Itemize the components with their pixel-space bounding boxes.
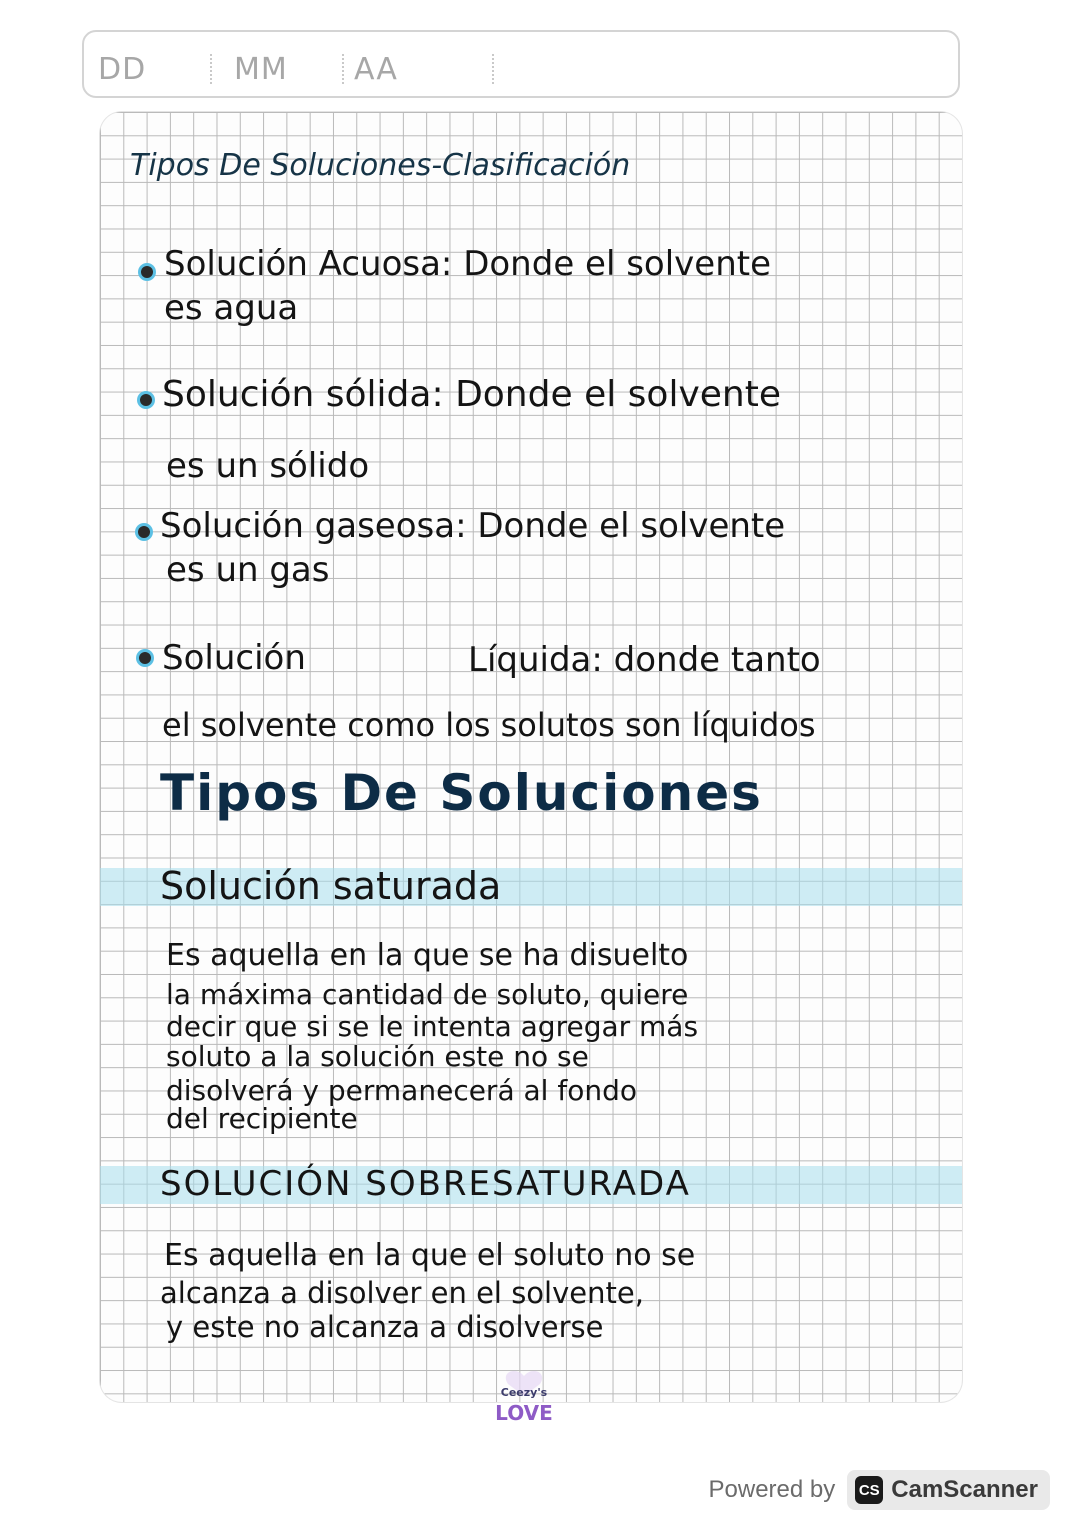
bullet-icon — [138, 526, 150, 538]
saturada-title: Solución saturada — [160, 864, 502, 908]
item-text-continued: es agua — [164, 288, 299, 328]
date-bar — [82, 30, 960, 98]
sticker-top-text: Ceezy's — [500, 1386, 548, 1399]
sticker-heart-icon — [488, 1368, 560, 1428]
sticker-bottom-text: LOVE — [495, 1401, 553, 1425]
item-label: Solución gaseosa: — [160, 506, 467, 546]
section-title-text: Tipos De Soluciones — [160, 764, 763, 822]
item-text-continued: es un gas — [166, 550, 330, 590]
sobresaturada-line: alcanza a disolver en el solvente, — [160, 1276, 644, 1310]
bullet-icon — [141, 266, 153, 278]
saturada-line: Es aquella en la que se ha disuelto — [166, 938, 689, 973]
saturada-line: decir que si se le intenta agregar más — [166, 1010, 699, 1043]
item-text: Donde el solvente — [463, 244, 772, 284]
item-text: Donde el solvente — [477, 506, 786, 546]
camscanner-watermark — [709, 1466, 1050, 1514]
sobresaturada-line: y este no alcanza a disolverse — [166, 1310, 604, 1344]
bullet-icon — [139, 652, 151, 664]
date-month-label: MM — [234, 52, 288, 87]
camscanner-logo-icon: CS — [855, 1476, 883, 1504]
powered-by-label: Powered by — [708, 1476, 836, 1503]
date-separator — [492, 54, 494, 84]
bullet-icon — [140, 394, 152, 406]
saturada-line: soluto a la solución este no se — [166, 1040, 589, 1073]
item-text: Líquida: donde tanto — [468, 640, 821, 680]
saturada-line: disolverá y permanecerá al fondo — [166, 1074, 637, 1107]
item-text-continued: es un sólido — [166, 446, 370, 486]
page-title-text: Tipos De Soluciones-Clasificación — [130, 148, 631, 183]
saturada-line: la máxima cantidad de soluto, quiere — [166, 978, 689, 1011]
date-year-label: AA — [354, 52, 398, 87]
date-separator — [210, 54, 212, 84]
camscanner-badge — [847, 1470, 1050, 1510]
sticker-logo — [488, 1368, 560, 1428]
saturada-line: del recipiente — [166, 1102, 358, 1135]
item-label: Solución sólida: — [162, 374, 444, 415]
item-text: Donde el solvente — [455, 374, 781, 415]
page-title — [130, 148, 630, 183]
date-day-label: DD — [98, 52, 147, 87]
item-label: Solución Acuosa: — [164, 244, 453, 284]
camscanner-name: CamScanner — [891, 1476, 1038, 1503]
sobresaturada-line: Es aquella en la que el soluto no se — [164, 1238, 696, 1273]
date-separator — [342, 54, 344, 84]
item-text-continued: el solvente como los solutos son líquidos — [162, 706, 816, 744]
sobresaturada-title: SOLUCIÓN SOBRESATURADA — [160, 1164, 691, 1204]
section-title — [160, 764, 763, 822]
item-label: Solución — [162, 638, 306, 678]
